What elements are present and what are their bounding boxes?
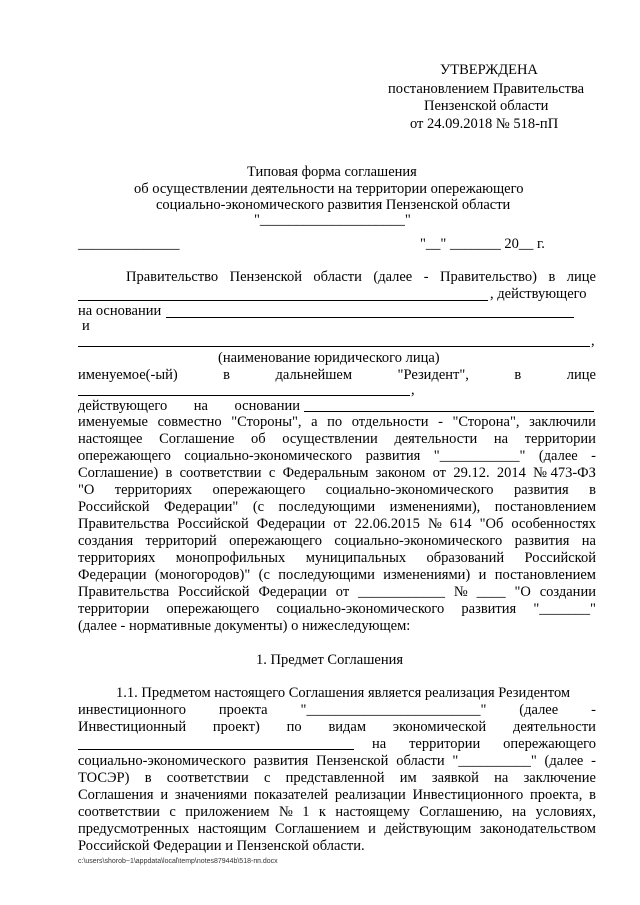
fill-line: [78, 749, 354, 750]
para-line: Правительство Пензенской области (далее - Правительство) в лице: [126, 269, 596, 285]
para-line: "О территориях опережающего социально-экономического развития в: [78, 482, 596, 498]
doc-title: Типовая форма соглашения: [247, 164, 417, 180]
para-line: социально-экономического развития Пензенской области "__________" (далее -: [78, 753, 596, 769]
para-text: ,: [411, 382, 415, 398]
para-line: опережающего социально-экономического развития "___________" (далее -: [78, 448, 596, 464]
approval-line: Пензенской области: [424, 98, 549, 114]
doc-title-placeholder: "____________________": [254, 212, 411, 228]
fill-line: [78, 300, 488, 301]
para-line: Федерации (моногородов)" (с последующими изменениями) и постановлением: [78, 567, 596, 583]
para-line: инвестиционного проекта "________________________" (далее -: [78, 702, 596, 718]
para-line: предусмотренных настоящим Соглашением и действующим законодательством: [78, 821, 596, 837]
approval-line: постановлением Правительства: [388, 81, 585, 97]
doc-title-line: социально-экономического развития Пензенской области: [156, 197, 511, 213]
section-heading: 1. Предмет Соглашения: [256, 652, 404, 668]
para-text: и: [82, 318, 90, 334]
place-blank: ______________: [78, 236, 180, 252]
para-line: Инвестиционный проект) по видам экономической деятельности: [78, 719, 596, 735]
para-line: настоящее Соглашение об осуществлении деятельности на территории: [78, 431, 596, 447]
para-line: Соглашение) в соответствии с Федеральным законом от 29.12. 2014 № 473-ФЗ: [78, 465, 596, 481]
doc-title-line: об осуществлении деятельности на территории опережающего: [134, 181, 524, 197]
para-line: Правительства Российской Федерации от 22.06.2015 № 614 "Об особенностях: [78, 516, 596, 532]
para-text: , действующего: [490, 286, 587, 302]
para-text: Российской Федерации и Пензенской области.: [78, 838, 365, 854]
para-line: Правительства Российской Федерации от ____________ № ____ "О создании: [78, 584, 596, 600]
para-text: ,: [591, 333, 595, 349]
para-line: на территории опережающего: [372, 736, 596, 752]
para-line: соответствии с приложением № 1 к настоящему Соглашению, на условиях,: [78, 804, 596, 820]
para-line: именуемое(-ый) в дальнейшем "Резидент", в лице: [78, 367, 596, 383]
approval-date: от 24.09.2018 № 518-пП: [410, 116, 559, 132]
para-text: на основании: [78, 303, 162, 319]
date-blank: "__" _______ 20__ г.: [420, 236, 545, 252]
para-line: территории опережающего социально-экономического развития "_______": [78, 601, 596, 617]
para-text: (далее - нормативные документы) о нижеследующем:: [78, 618, 411, 634]
fill-line: [78, 346, 590, 347]
approval-heading: УТВЕРЖДЕНА: [440, 62, 538, 78]
para-line: именуемые совместно "Стороны", а по отдельности - "Сторона", заключили: [78, 414, 596, 430]
fill-line: [78, 395, 410, 396]
para-line: создания территорий опережающего социально-экономического развития на: [78, 533, 596, 549]
fill-line: [304, 411, 594, 412]
field-caption: (наименование юридического лица): [218, 350, 440, 366]
para-line: действующего на основании: [78, 398, 300, 414]
para-text: 1.1. Предметом настоящего Соглашения является реализация Резидентом: [116, 685, 571, 701]
para-line: территориях монопрофильных муниципальных образований Российской: [78, 550, 596, 566]
para-line: Российской Федерации" (с последующими изменениями), постановлением: [78, 499, 596, 515]
file-path-footer: c:\users\shorob~1\appdata\local\temp\notes87944b\518-пп.docx: [78, 858, 278, 865]
para-line: ТОСЭР) в соответствии с представленной им заявкой на заключение: [78, 770, 596, 786]
para-line: Соглашения и значениями показателей реализации Инвестиционного проекта, в: [78, 787, 596, 803]
fill-line: [166, 317, 574, 318]
